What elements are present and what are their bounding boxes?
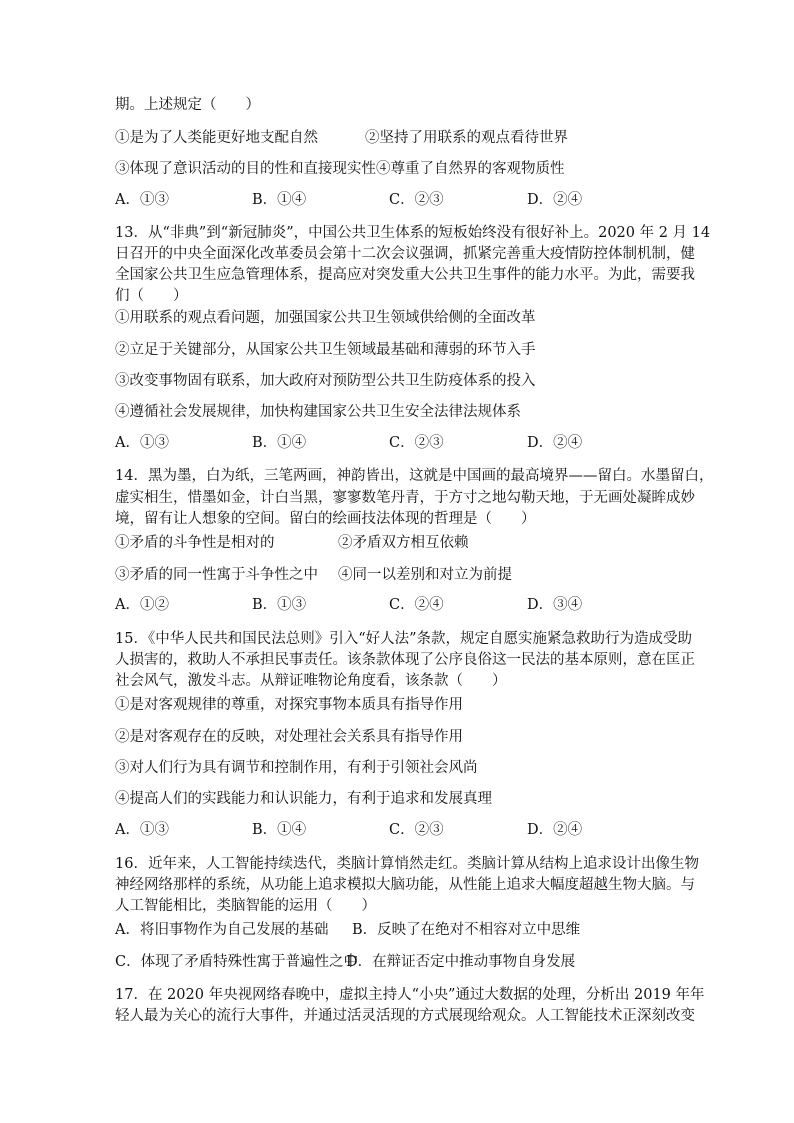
- q15-stem-line-2: 人损害的，救助人不承担民事责任。该条款体现了公序良俗这一民法的基本原则，意在匡正: [115, 652, 695, 668]
- q13-statement-2: ②立足于关键部分，从国家公共卫生领域最基础和薄弱的环节入手: [115, 342, 536, 358]
- q13-stem-line-4: 们（ ）: [115, 288, 188, 304]
- q15-statement-3: ③对人们行为具有调节和控制作用，有利于引领社会风尚: [115, 760, 478, 776]
- q15-option-c: C．②③: [389, 822, 444, 838]
- q14-stem-line-1: 14．黑为墨，白为纸，三笔两画，神韵皆出，这就是中国画的最高境界——留白。水墨留白，: [115, 468, 714, 484]
- q14-statement-3: ③矛盾的同一性寓于斗争性之中: [115, 567, 318, 583]
- q17-stem-line-2: 轻人最为关心的流行大事件，并通过活灵活现的方式展现给观众。人工智能技术正深刻改变: [115, 1008, 695, 1024]
- q14-option-b: B．①③: [252, 597, 307, 613]
- q12-option-c: C．②③: [389, 192, 444, 208]
- q16-option-a: A．将旧事物作为自己发展的基础: [115, 922, 329, 938]
- q15-statement-2: ②是对客观存在的反映，对处理社会关系具有指导作用: [115, 729, 463, 745]
- q12-statement-1: ①是为了人类能更好地支配自然: [115, 130, 318, 146]
- q17-stem-line-1: 17．在 2020 年央视网络春晚中，虚拟主持人“小央”通过大数据的处理，分析出 2019 年年: [115, 987, 705, 1003]
- q14-option-a: A．①②: [115, 597, 169, 613]
- q13-statement-3: ③改变事物固有联系，加大政府对预防型公共卫生防疫体系的投入: [115, 373, 536, 389]
- q12-option-b: B．①④: [252, 192, 307, 208]
- q14-stem-line-2: 虚实相生，惜墨如金，计白当黑，寥寥数笔丹青，于方寸之地勾勒天地，于无画处凝眸成妙: [115, 490, 695, 506]
- q15-statement-4: ④提高人们的实践能力和认识能力，有利于追求和发展真理: [115, 791, 492, 807]
- q16-stem-line-3: 人工智能相比，类脑智能的运用（ ）: [115, 898, 376, 914]
- q16-option-b: B．反映了在绝对不相容对立中思维: [352, 922, 581, 938]
- q13-option-c: C．②③: [389, 435, 444, 451]
- q12-option-a: A．①③: [115, 192, 169, 208]
- q13-stem-line-2: 日召开的中央全面深化改革委员会第十二次会议强调，抓紧完善重大疫情防控体制机制，健: [115, 246, 695, 262]
- q13-stem-line-3: 全国家公共卫生应急管理体系，提高应对突发重大公共卫生事件的能力水平。为此，需要我: [115, 267, 695, 283]
- q14-statement-4: ④同一以差别和对立为前提: [338, 567, 512, 583]
- q12-statement-3-4: ③体现了意识活动的目的性和直接现实性④尊重了自然界的客观物质性: [115, 161, 565, 177]
- q14-statement-1: ①矛盾的斗争性是相对的: [115, 535, 275, 551]
- q13-stem-line-1: 13．从“非典”到“新冠肺炎”，中国公共卫生体系的短板始终没有很好补上。2020 年 2 月 14: [115, 225, 711, 241]
- q16-stem-line-1: 16．近年来，人工智能持续迭代，类脑计算悄然走红。类脑计算从结构上追求设计出像生物: [115, 856, 699, 872]
- q15-option-d: D．②④: [527, 822, 583, 838]
- q12-stem-tail: 期。上述规定（ ）: [115, 97, 260, 113]
- q14-option-c: C．②④: [389, 597, 444, 613]
- q15-statement-1: ①是对客观规律的尊重，对探究事物本质具有指导作用: [115, 697, 463, 713]
- q16-option-c: C．体现了矛盾特殊性寓于普遍性之中: [115, 954, 359, 970]
- q12-option-d: D．②④: [527, 192, 583, 208]
- q15-stem-line-1: 15．《中华人民共和国民法总则》引入“好人法”条款，规定自愿实施紧急救助行为造成受助: [115, 631, 693, 647]
- q15-option-a: A．①③: [115, 822, 169, 838]
- q13-option-a: A．①③: [115, 435, 169, 451]
- q14-statement-2: ②矛盾双方相互依赖: [338, 535, 469, 551]
- q13-statement-4: ④遵循社会发展规律，加快构建国家公共卫生安全法律法规体系: [115, 404, 521, 420]
- q13-statement-1: ①用联系的观点看问题，加强国家公共卫生领域供给侧的全面改革: [115, 310, 536, 326]
- q13-option-b: B．①④: [252, 435, 307, 451]
- q14-option-d: D．③④: [527, 597, 583, 613]
- q14-stem-line-3: 境，留有让人想象的空间。留白的绘画技法体现的哲理是（ ）: [115, 511, 536, 527]
- q15-option-b: B．①④: [252, 822, 307, 838]
- q15-stem-line-3: 社会风气，激发斗志。从辩证唯物论角度看，该条款（ ）: [115, 673, 507, 689]
- q16-option-d: D．在辩证否定中推动事物自身发展: [346, 954, 576, 970]
- q12-statement-2: ②坚持了用联系的观点看待世界: [365, 130, 568, 146]
- q13-option-d: D．②④: [527, 435, 583, 451]
- q16-stem-line-2: 神经网络那样的系统，从功能上追求模拟大脑功能，从性能上追求大幅度超越生物大脑。与: [115, 877, 695, 893]
